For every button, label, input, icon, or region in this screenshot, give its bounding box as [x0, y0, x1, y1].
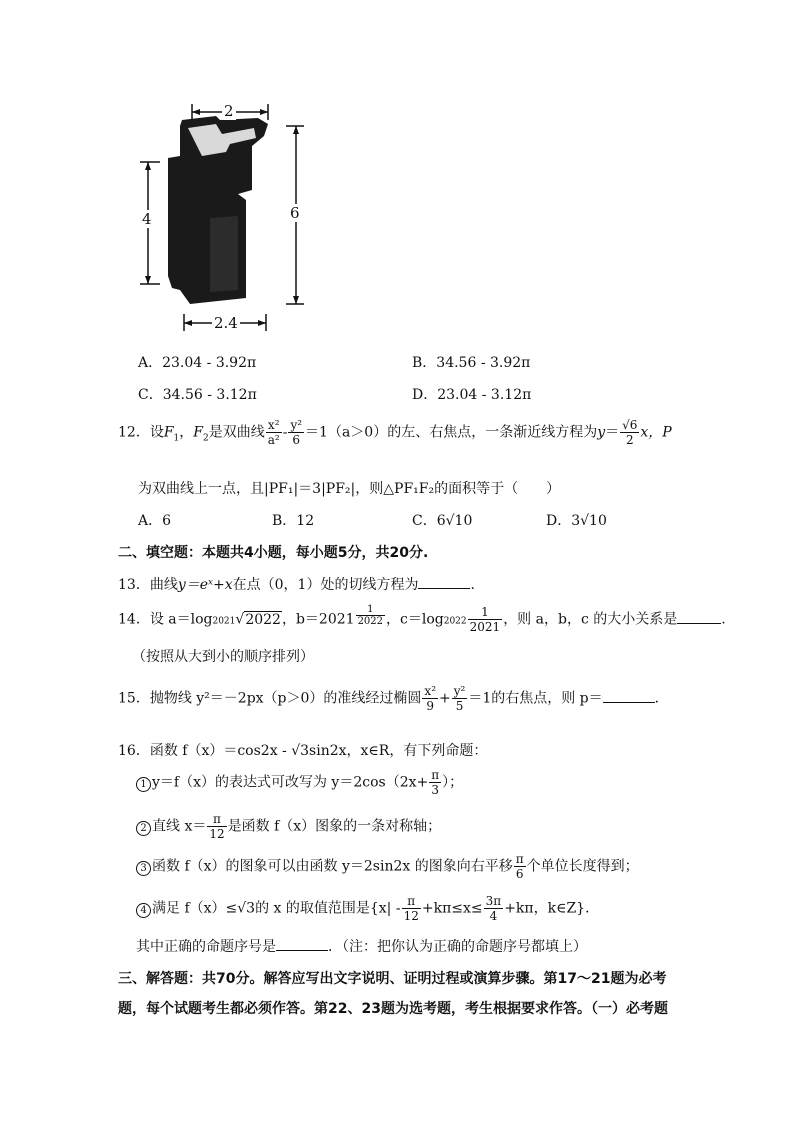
section3-heading-line1: 三、解答题：共70分。解答应写出文字说明、证明过程或演算步骤。第17～21题为必考: [118, 971, 667, 987]
figure-dim-left: 4: [142, 210, 152, 228]
section3-heading-line2: 题，每个试题考生都必须作答。第22、23题为选考题，考生根据要求作答。（一）必考题: [118, 1001, 668, 1017]
q12-option-d: D．3√10: [546, 513, 607, 529]
q14-note: （按照从大到小的顺序排列）: [132, 649, 314, 665]
q16-answer-line: 其中正确的命题序号是 ．（注：把你认为正确的命题序号都填上）: [136, 939, 587, 955]
q12-line2: 为双曲线上一点，且|PF₁|＝3|PF₂|，则△PF₁F₂的面积等于（ ）: [138, 481, 561, 497]
q16-statement-2: 2 直线 x＝ $\frac{\pi}{12}$ 是函数 f（x）图象的一条对称轴；: [136, 812, 441, 841]
q11-option-d: D．23.04 - 3.12π: [412, 387, 532, 403]
q11-option-b: B．34.56 - 3.92π: [412, 355, 531, 371]
q16-statement-4: 4 满足 f（x）≤√3的 x 的取值范围是{x| - $\frac{\pi}{12}$ +kπ≤x≤ $\frac{3\pi}{4}$ +kπ，k∈Z}．: [136, 894, 599, 923]
figure-dim-bottom: 2.4: [214, 314, 238, 332]
q16-stem: 16．函数 f（x）＝cos2x - √3sin2x，x∈R，有下列命题：: [118, 743, 488, 759]
q16-statement-1: 1 y＝f（x）的表达式可改写为 y＝2cos（2x+ $\frac{\pi}{3}$ ）；: [136, 768, 463, 797]
figure-dim-top: 2: [224, 102, 234, 120]
q13: 13．曲线y＝eˣ+x在点（0，1）处的切线方程为 ．: [118, 577, 485, 593]
q12-option-a: A．6: [138, 513, 172, 529]
q15: 15．抛物线 y²＝－2px（p＞0）的准线经过椭圆 $\frac{\text{x²}}{9}$ + $\frac{\text{y²}}{5}$ ＝1的右焦点，则 p＝ ．: [118, 684, 669, 713]
q15-answer-blank[interactable]: [603, 690, 655, 703]
q12-option-c: C．6√10: [412, 513, 473, 529]
q11-option-c: C．34.56 - 3.12π: [138, 387, 257, 403]
q16-answer-blank[interactable]: [276, 938, 328, 951]
q12-stem: 12．设$F_1$，$F_2$是双曲线 $\frac{\text{x²}}{\text{a²}}$ - $\frac{\text{y²}}{6}$ ＝1（a＞0）的左、右焦点，一条渐近线方程为y＝ $\frac{√6}{2}$ x，P: [118, 418, 672, 447]
q11-option-a: A．23.04 - 3.92π: [138, 355, 257, 371]
q14: 14．设 a＝log2021√2022，b＝2021 $^{\frac{1}{2022}}$ ，c＝log2022 $\frac{1}{2021}$ ，则 a，b，c 的大小关系是 .: [118, 604, 726, 635]
q13-answer-blank[interactable]: [418, 576, 470, 589]
section2-heading: 二、填空题：本题共4小题，每小题5分，共20分.: [118, 545, 429, 561]
figure-dim-right: 6: [290, 204, 300, 222]
q16-statement-3: 3 函数 f（x）的图象可以由函数 y＝2sin2x 的图象向右平移 $\frac{\pi}{6}$ 个单位长度得到；: [136, 852, 639, 881]
q12-option-b: B．12: [272, 513, 315, 529]
q14-answer-blank[interactable]: [677, 611, 721, 624]
